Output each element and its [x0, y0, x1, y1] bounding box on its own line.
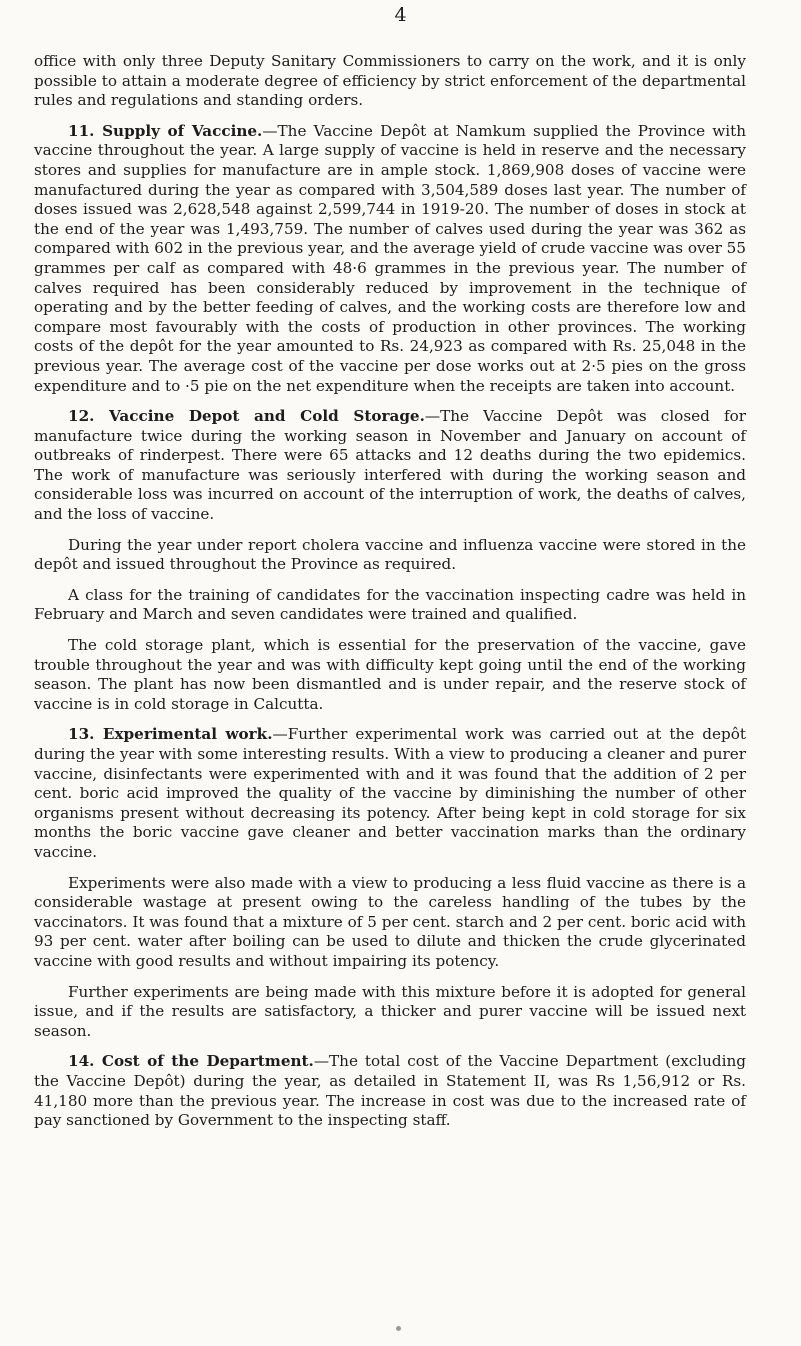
- paragraph-text: —The Vaccine Depôt at Namkum supplied the Province with vaccine throughout the year. A large supply of vaccine is held in reserve and the necessary stores and supplies for manufacture are in ample stock. 1,869,908 doses of vaccine were manufactured during the year as compared with 3,504,589 doses last year. The number of doses issued was 2,628,548 against 2,599,744 in 1919-20. The number of doses in stock at the end of the year was 1,493,759. The number of calves used during the year was 362 as compared with 602 in the previous year, and the average yield of crude vaccine was over 55 grammes per calf as compared with 48·6 grammes in the previous year. The number of calves required has been considerably reduced by improvement in the technique of operating and by the better feeding of calves, and the working costs are therefore low and compare most favourably with the costs of production in other provinces. The working costs of the depôt for the year amounted to Rs. 24,923 as compared with Rs. 25,048 in the previous year. The average cost of the vaccine per dose works out at 2·5 pies on the gross expenditure and to ·5 pie on the net expenditure when the receipts are taken into account.: [34, 121, 747, 395]
- paragraph-text: Further experiments are being made with this mixture before it is adopted for general issue, and if the results are satisfactory, a thicker and purer vaccine will be issued next season.: [34, 982, 746, 1040]
- paragraph-cost-of-department: [34, 1052, 746, 1130]
- paragraph-further-experiments: [34, 983, 746, 1042]
- paragraph-cholera-influenza: [34, 536, 746, 575]
- section-heading: 11. Supply of Vaccine.: [68, 121, 263, 140]
- paragraph-text: Experiments were also made with a view to producing a less fluid vaccine as there is a considerable wastage at present owing to the careless handling of the tubes by the vaccinators. It was found that a mixture of 5 per cent. starch and 2 per cent. boric acid with 93 per cent. water after boiling can be used to dilute and thicken the crude glycerinated vaccine with good results and without impairing its potency.: [34, 873, 746, 970]
- paragraph-intro-continuation: [34, 52, 746, 111]
- paragraph-text: —Further experimental work was carried out at the depôt during the year with some interesting results. With a view to producing a cleaner and purer vaccine, disinfectants were experimented with and it was found that the addition of 2 per cent. boric acid improved the quality of the vaccine by diminishing the number of other organisms present without decreasing its potency. After being kept in cold storage for six months the boric vaccine gave cleaner and better vaccination marks than the ordinary vaccine.: [34, 725, 746, 861]
- paragraph-text: The cold storage plant, which is essential for the preservation of the vaccine, gave trouble throughout the year and was with difficulty kept going until the end of the working season. The plant has now been dismantled and is under repair, and the reserve stock of vaccine is in cold storage in Calcutta.: [34, 636, 746, 713]
- page-number: 4: [394, 4, 407, 26]
- paragraph-text: —The Vaccine Depôt was closed for manufacture twice during the working season in November and January on account of outbreaks of rinderpest. There were 65 attacks and 12 deaths during the two epidemics. The work of manufacture was seriously interfered with during the working season and considerable loss was incurred on account of the interruption of work, the deaths of calves, and the loss of vaccine.: [34, 407, 746, 524]
- paragraph-training-class: [34, 586, 746, 625]
- paragraph-text: A class for the training of candidates for the vaccination inspecting cadre was held in February and March and seven candidates were trained and qualified.: [34, 585, 746, 624]
- section-heading: 14. Cost of the Department.: [68, 1052, 314, 1071]
- paragraph-less-fluid-vaccine: [34, 874, 746, 972]
- paragraph-text: During the year under report cholera vaccine and influenza vaccine were stored in the depôt and issued throughout the Province as required.: [34, 535, 746, 574]
- paragraph-experimental-work: [34, 725, 746, 862]
- paragraph-depot-cold-storage: [34, 407, 746, 525]
- paragraph-supply-of-vaccine: [34, 122, 746, 396]
- paragraph-cold-storage-plant: [34, 636, 746, 714]
- paragraph-text: office with only three Deputy Sanitary Commissioners to carry on the work, and it is only possible to attain a moderate degree of efficiency by strict enforcement of the departmental rules and regulations and standing orders.: [34, 52, 746, 110]
- section-heading: 12. Vaccine Depot and Cold Storage.: [68, 407, 425, 426]
- paragraph-text: —The total cost of the Vaccine Department (excluding the Vaccine Depôt) during the year, as detailed in Statement II, was Rs 1,56,912 or Rs. 41,180 more than the previous year. The increase in cost was due to the increased rate of pay sanctioned by Government to the inspecting staff.: [34, 1052, 746, 1130]
- scan-speck: [396, 1326, 401, 1331]
- section-heading: 13. Experimental work.: [68, 725, 273, 744]
- document-body: [34, 52, 746, 1142]
